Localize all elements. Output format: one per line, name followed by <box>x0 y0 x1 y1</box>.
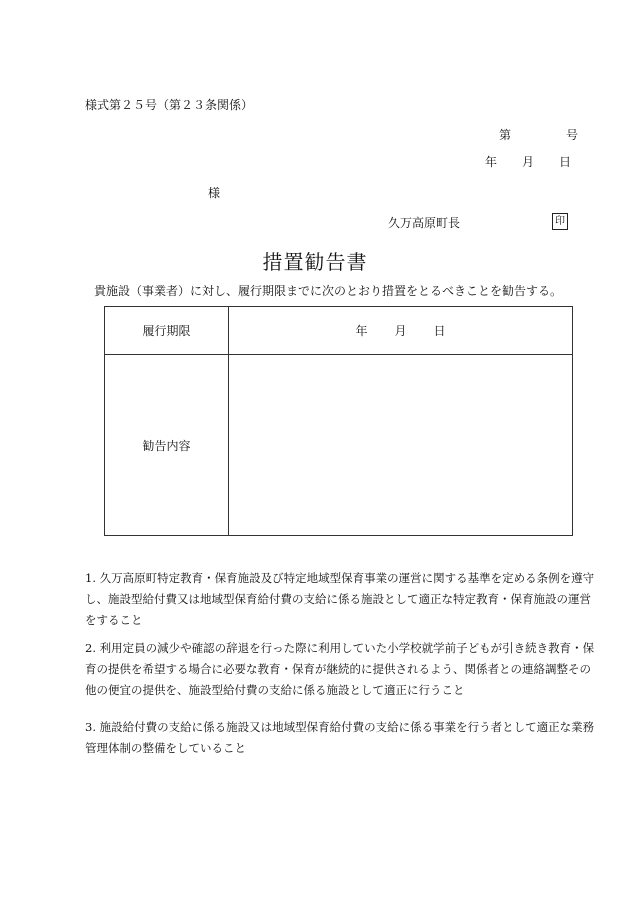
number-suffix: 号 <box>566 128 579 142</box>
date-month: 月 <box>522 155 535 169</box>
recommendation-item-2: 2. 利用定員の減少や確認の辞退を行った際に利用していた小学校就学前子どもが引き続き教育・保育の提供を希望する場合に必要な教育・保育が継続的に提供されるよう、関係者との連絡調整その他の便宜の提供を、施設型給付費の支給に係る施設として適正に行うこと <box>85 641 595 697</box>
recommendation-item-3: 3. 施設給付費の支給に係る施設又は地域型保育給付費の支給に係る事業を行う者として適正な業務管理体制の整備をしていること <box>85 720 595 755</box>
content-value <box>229 355 573 536</box>
date-year: 年 <box>485 155 498 169</box>
content-row <box>105 355 573 536</box>
deadline-month: 月 <box>394 324 407 338</box>
intro-text: 貴施設（事業者）に対し、履行期限までに次のとおり措置をとるべきことを勧告する。 <box>94 284 563 298</box>
number-prefix: 第 <box>499 128 512 142</box>
deadline-label: 履行期限 <box>105 307 229 355</box>
deadline-year: 年 <box>355 324 368 338</box>
document-title: 措置勧告書 <box>262 250 368 274</box>
recommendation-item-1: 1. 久万高原町特定教育・保育施設及び特定地域型保育事業の運営に関する基準を定める条例を遵守し、施設型給付費又は地域型保育給付費の支給に係る施設として適正な特定教育・保育施設の運営をすること <box>85 571 595 627</box>
issuer-name: 久万高原町長 <box>388 216 461 230</box>
seal-box: 印 <box>552 213 568 230</box>
addressee-honorific: 様 <box>208 186 221 200</box>
form-number: 様式第２５号（第２３条関係） <box>85 98 254 112</box>
document-number-line <box>499 126 578 143</box>
recommendation-table <box>104 306 573 536</box>
deadline-day: 日 <box>433 324 446 338</box>
deadline-value <box>229 307 573 355</box>
issue-date-line <box>485 153 571 170</box>
deadline-row <box>105 307 573 355</box>
date-day: 日 <box>559 155 572 169</box>
content-label: 勧告内容 <box>105 355 229 536</box>
